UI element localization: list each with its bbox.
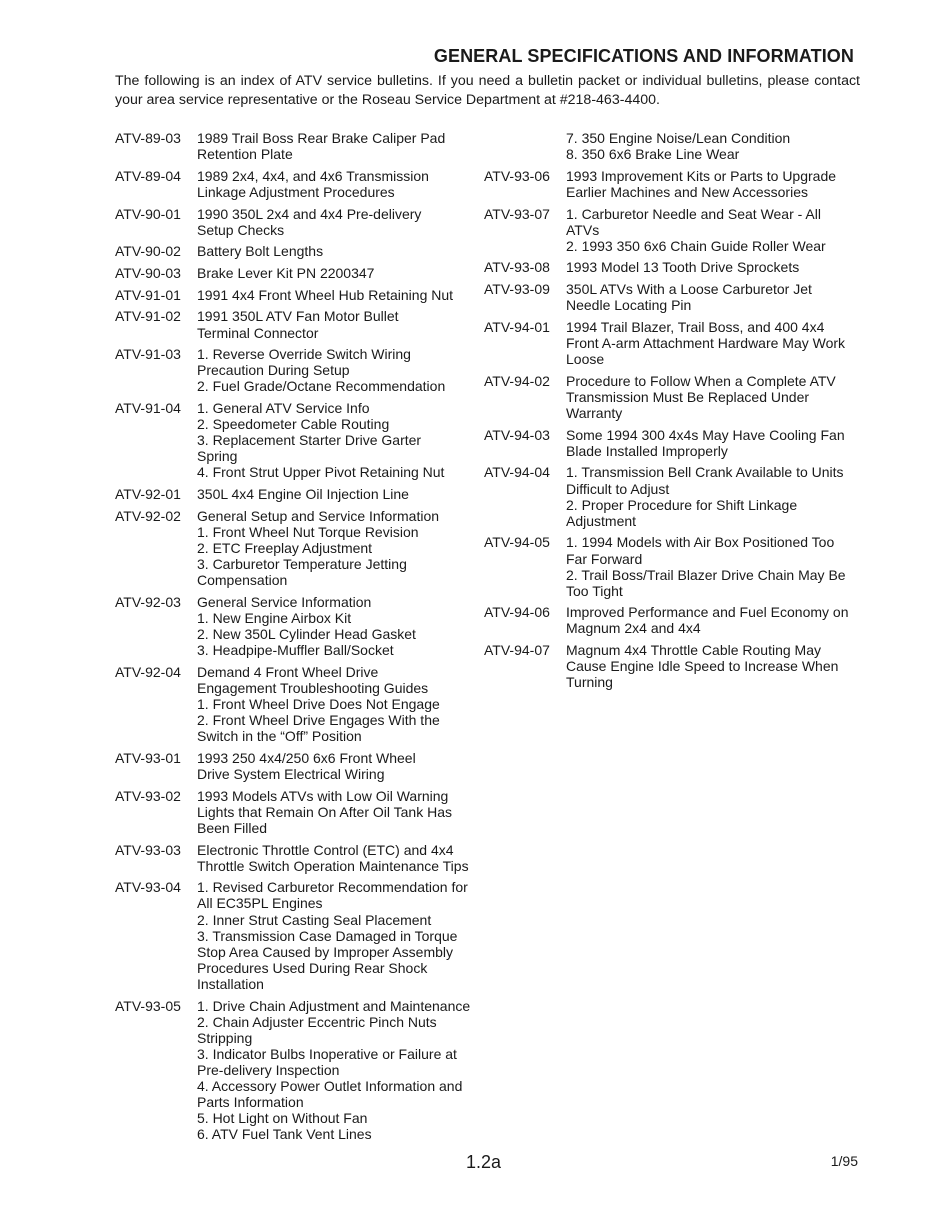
bulletin-entry	[115, 508, 485, 588]
bulletin-line: 1990 350L 2x4 and 4x4 Pre-delivery	[197, 205, 422, 222]
bulletin-code: ATV-94-03	[484, 426, 550, 443]
bulletin-line: Earlier Machines and New Accessories	[566, 183, 808, 200]
bulletin-description	[197, 879, 485, 992]
bulletin-line: 4. Front Strut Upper Pivot Retaining Nut	[197, 464, 445, 481]
bulletin-code: ATV-92-01	[115, 486, 181, 503]
bulletin-list-left	[115, 130, 485, 1148]
bulletin-line: 1. Reverse Override Switch Wiring	[197, 346, 411, 363]
bulletin-line: 1993 Improvement Kits or Parts to Upgrade	[566, 167, 837, 184]
bulletin-entry	[484, 534, 864, 598]
bulletin-line: Terminal Connector	[197, 324, 319, 341]
bulletin-line: 3. Carburetor Temperature Jetting	[197, 556, 407, 573]
bulletin-description	[197, 788, 485, 836]
bulletin-entry	[484, 259, 864, 275]
bulletin-line: Loose	[566, 351, 605, 368]
bulletin-line: Turning	[566, 674, 613, 691]
bulletin-description	[566, 642, 864, 690]
bulletin-line: Warranty	[566, 404, 623, 421]
bulletin-line: Blade Installed Improperly	[566, 442, 728, 459]
bulletin-code: ATV-93-05	[115, 997, 181, 1014]
bulletin-line: Throttle Switch Operation Maintenance Tips	[197, 857, 469, 874]
bulletin-entry	[115, 287, 485, 303]
bulletin-line: 350L 4x4 Engine Oil Injection Line	[197, 486, 409, 503]
bulletin-line: 1. Front Wheel Nut Torque Revision	[197, 523, 419, 540]
bulletin-line: Pre-delivery Inspection	[197, 1061, 340, 1078]
bulletin-line: Compensation	[197, 572, 288, 589]
bulletin-entry	[115, 594, 485, 658]
bulletin-description	[566, 168, 864, 200]
bulletin-line: 1. General ATV Service Info	[197, 400, 370, 417]
bulletin-code: ATV-94-01	[484, 318, 550, 335]
bulletin-code: ATV-90-01	[115, 205, 181, 222]
bulletin-entry	[115, 130, 485, 162]
bulletin-entry	[484, 642, 864, 690]
bulletin-description	[197, 168, 485, 200]
bulletin-line: Retention Plate	[197, 146, 293, 163]
bulletin-line: Too Tight	[566, 582, 623, 599]
bulletin-line: 1. New Engine Airbox Kit	[197, 609, 352, 626]
bulletin-line: All EC35PL Engines	[197, 895, 323, 912]
bulletin-line: 3. Indicator Bulbs Inoperative or Failure at	[197, 1045, 457, 1062]
bulletin-line: 2. Speedometer Cable Routing	[197, 416, 390, 433]
bulletin-code: ATV-93-08	[484, 259, 550, 276]
bulletin-description	[197, 400, 485, 480]
bulletin-description	[566, 464, 864, 528]
bulletin-line: 1994 Trail Blazer, Trail Boss, and 400 4x4	[566, 318, 825, 335]
bulletin-description	[197, 130, 485, 162]
bulletin-code: ATV-93-06	[484, 167, 550, 184]
bulletin-description	[197, 842, 485, 874]
intro-paragraph: The following is an index of ATV service bulletins. If you need a bulletin packet or individual bulletins, please contact your area service representative or the Roseau Service Department at #218-463-4400.	[115, 73, 860, 108]
bulletin-description	[566, 281, 864, 313]
bulletin-code: ATV-91-03	[115, 346, 181, 363]
bulletin-line: 4. Accessory Power Outlet Information and	[197, 1078, 463, 1095]
bulletin-code	[484, 130, 566, 162]
bulletin-description	[197, 508, 485, 588]
bulletin-description	[566, 534, 864, 598]
bulletin-line: Some 1994 300 4x4s May Have Cooling Fan	[566, 426, 845, 443]
bulletin-line: 2. Front Wheel Drive Engages With the	[197, 712, 440, 729]
bulletin-description	[566, 427, 864, 459]
bulletin-line: 1993 250 4x4/250 6x6 Front Wheel	[197, 749, 416, 766]
bulletin-entry	[115, 998, 485, 1143]
revision-date: 1/95	[830, 1153, 858, 1169]
bulletin-entry	[115, 400, 485, 480]
bulletin-entry	[115, 265, 485, 281]
bulletin-line: ATVs	[566, 221, 600, 238]
bulletin-description	[566, 130, 864, 162]
bulletin-code: ATV-93-04	[115, 879, 181, 896]
bulletin-description	[197, 243, 485, 259]
bulletin-code: ATV-94-06	[484, 604, 550, 621]
bulletin-line: Adjustment	[566, 512, 637, 529]
bulletin-line: Improved Performance and Fuel Economy on	[566, 604, 849, 621]
bulletin-line: Needle Locating Pin	[566, 297, 692, 314]
bulletin-line: 3. Transmission Case Damaged in Torque	[197, 927, 458, 944]
bulletin-description	[197, 664, 485, 744]
bulletin-line: Precaution During Setup	[197, 362, 350, 379]
bulletin-line: 1. Drive Chain Adjustment and Maintenance	[197, 997, 471, 1014]
bulletin-code: ATV-93-09	[484, 281, 550, 298]
bulletin-code: ATV-93-01	[115, 749, 181, 766]
bulletin-line: Spring	[197, 448, 238, 465]
bulletin-line: 1. Front Wheel Drive Does Not Engage	[197, 696, 440, 713]
bulletin-entry	[484, 464, 864, 528]
page-number: 1.2a	[466, 1152, 502, 1172]
bulletin-entry	[484, 281, 864, 313]
bulletin-line: Battery Bolt Lengths	[197, 243, 324, 260]
bulletin-entry	[115, 842, 485, 874]
bulletin-description	[197, 206, 485, 238]
bulletin-line: Transmission Must Be Replaced Under	[566, 388, 810, 405]
bulletin-line: 2. Trail Boss/Trail Blazer Drive Chain May Be	[566, 566, 846, 583]
bulletin-line: Procedure to Follow When a Complete ATV	[566, 372, 836, 389]
bulletin-line: 1989 2x4, 4x4, and 4x6 Transmission	[197, 167, 429, 184]
bulletin-code: ATV-93-07	[484, 205, 550, 222]
bulletin-description	[197, 594, 485, 658]
bulletin-description	[197, 998, 485, 1143]
bulletin-line: 8. 350 6x6 Brake Line Wear	[566, 146, 740, 163]
bulletin-code: ATV-93-02	[115, 787, 181, 804]
bulletin-line: 2. Chain Adjuster Eccentric Pinch Nuts	[197, 1013, 437, 1030]
bulletin-code: ATV-94-04	[484, 464, 550, 481]
bulletin-entry	[484, 373, 864, 421]
bulletin-line: 1989 Trail Boss Rear Brake Caliper Pad	[197, 130, 446, 146]
bulletin-entry	[484, 319, 864, 367]
bulletin-line: Brake Lever Kit PN 2200347	[197, 265, 375, 282]
page-title: GENERAL SPECIFICATIONS AND INFORMATION	[433, 46, 854, 66]
bulletin-line: 1. Transmission Bell Crank Available to Units	[566, 464, 844, 481]
bulletin-line: 1. 1994 Models with Air Box Positioned Too	[566, 534, 835, 551]
bulletin-line: Procedures Used During Rear Shock	[197, 959, 428, 976]
bulletin-line: Front A-arm Attachment Hardware May Work	[566, 335, 846, 351]
bulletin-line: Parts Information	[197, 1094, 304, 1111]
bulletin-line: 1993 Model 13 Tooth Drive Sprockets	[566, 259, 800, 276]
bulletin-code: ATV-91-01	[115, 286, 181, 303]
bulletin-line: 2. New 350L Cylinder Head Gasket	[197, 626, 416, 643]
bulletin-code: ATV-92-04	[115, 663, 181, 680]
bulletin-line: Lights that Remain On After Oil Tank Has	[197, 803, 452, 820]
bulletin-description	[566, 604, 864, 636]
bulletin-line: Magnum 4x4 Throttle Cable Routing May	[566, 642, 821, 659]
bulletin-line: Cause Engine Idle Speed to Increase When	[566, 658, 839, 675]
bulletin-entry	[115, 486, 485, 502]
bulletin-line: Stripping	[197, 1029, 253, 1046]
bulletin-line: General Service Information	[197, 593, 372, 610]
bulletin-entry	[484, 604, 864, 636]
bulletin-line: Installation	[197, 975, 264, 992]
bulletin-entry	[115, 879, 485, 992]
bulletin-entry	[484, 130, 864, 162]
bulletin-line: Linkage Adjustment Procedures	[197, 183, 395, 200]
bulletin-description	[566, 259, 864, 275]
bulletin-code: ATV-90-03	[115, 265, 181, 282]
bulletin-entry	[115, 308, 485, 340]
bulletin-code: ATV-93-03	[115, 841, 181, 858]
bulletin-line: 1991 4x4 Front Wheel Hub Retaining Nut	[197, 286, 454, 303]
bulletin-entry	[484, 427, 864, 459]
bulletin-line: Switch in the “Off” Position	[197, 728, 362, 745]
bulletin-line: 6. ATV Fuel Tank Vent Lines	[197, 1126, 372, 1143]
bulletin-line: 1. Revised Carburetor Recommendation for	[197, 879, 468, 896]
bulletin-line: 2. 1993 350 6x6 Chain Guide Roller Wear	[566, 237, 826, 254]
bulletin-description	[566, 206, 864, 254]
bulletin-line: Stop Area Caused by Improper Assembly	[197, 943, 454, 960]
bulletin-line: 1993 Models ATVs with Low Oil Warning	[197, 787, 449, 804]
bulletin-description	[197, 346, 485, 394]
bulletin-description	[197, 750, 485, 782]
bulletin-entry	[484, 168, 864, 200]
bulletin-line: 1991 350L ATV Fan Motor Bullet	[197, 308, 399, 325]
bulletin-line: Difficult to Adjust	[566, 480, 670, 497]
bulletin-line: 2. ETC Freeplay Adjustment	[197, 540, 373, 556]
bulletin-line: Drive System Electrical Wiring	[197, 766, 385, 782]
bulletin-entry	[115, 664, 485, 744]
bulletin-line: Engagement Troubleshooting Guides	[197, 679, 429, 696]
bulletin-line: 350L ATVs With a Loose Carburetor Jet	[566, 281, 812, 298]
bulletin-line: Setup Checks	[197, 221, 285, 238]
bulletin-line: 1. Carburetor Needle and Seat Wear - All	[566, 205, 821, 222]
bulletin-entry	[115, 788, 485, 836]
bulletin-entry	[115, 206, 485, 238]
bulletin-line: Far Forward	[566, 550, 643, 567]
bulletin-description	[197, 287, 485, 303]
bulletin-code: ATV-94-05	[484, 534, 550, 551]
bulletin-line: 3. Headpipe-Muffler Ball/Socket	[197, 642, 394, 659]
bulletin-line: Demand 4 Front Wheel Drive	[197, 663, 379, 680]
bulletin-list-right	[484, 130, 864, 696]
bulletin-line: Electronic Throttle Control (ETC) and 4x4	[197, 841, 454, 858]
bulletin-line: 5. Hot Light on Without Fan	[197, 1110, 368, 1127]
bulletin-code: ATV-91-04	[115, 400, 181, 417]
bulletin-code: ATV-92-02	[115, 507, 181, 524]
bulletin-description	[566, 373, 864, 421]
bulletin-code: ATV-90-02	[115, 243, 181, 260]
bulletin-line: Magnum 2x4 and 4x4	[566, 620, 701, 637]
bulletin-code: ATV-91-02	[115, 308, 181, 325]
bulletin-code: ATV-89-03	[115, 130, 181, 146]
bulletin-description	[566, 319, 864, 367]
bulletin-line: 3. Replacement Starter Drive Garter	[197, 432, 422, 449]
bulletin-code: ATV-94-02	[484, 372, 550, 389]
bulletin-description	[197, 265, 485, 281]
bulletin-line: 7. 350 Engine Noise/Lean Condition	[566, 130, 791, 146]
bulletin-entry	[115, 346, 485, 394]
bulletin-code: ATV-89-04	[115, 167, 181, 184]
bulletin-description	[197, 486, 485, 502]
bulletin-entry	[484, 206, 864, 254]
bulletin-line: 2. Proper Procedure for Shift Linkage	[566, 496, 798, 513]
bulletin-entry	[115, 168, 485, 200]
bulletin-entry	[115, 750, 485, 782]
bulletin-line: General Setup and Service Information	[197, 507, 440, 524]
bulletin-line: Been Filled	[197, 819, 268, 836]
bulletin-line: 2. Inner Strut Casting Seal Placement	[197, 911, 432, 928]
bulletin-code: ATV-92-03	[115, 593, 181, 610]
bulletin-line: 2. Fuel Grade/Octane Recommendation	[197, 378, 446, 395]
bulletin-entry	[115, 243, 485, 259]
bulletin-description	[197, 308, 485, 340]
bulletin-code: ATV-94-07	[484, 642, 550, 659]
